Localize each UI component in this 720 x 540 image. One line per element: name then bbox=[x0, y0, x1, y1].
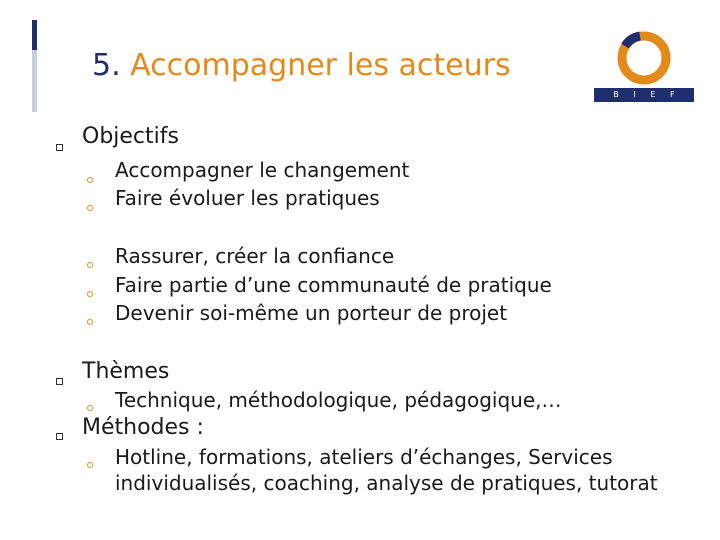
circle-bullet-icon bbox=[87, 177, 93, 183]
list-item: Faire évoluer les pratiques bbox=[115, 186, 380, 210]
accent-bar-light bbox=[32, 50, 37, 112]
list-item: Hotline, formations, ateliers d’échanges, Services bbox=[115, 445, 613, 469]
circle-bullet-icon bbox=[87, 319, 93, 325]
circle-bullet-icon bbox=[87, 205, 93, 211]
title-text: Accompagner les acteurs bbox=[130, 48, 511, 83]
logo-wordmark bbox=[594, 88, 694, 102]
section-methodes: Méthodes : bbox=[82, 415, 204, 440]
circle-bullet-icon bbox=[87, 291, 93, 297]
list-item: Devenir soi-même un porteur de projet bbox=[115, 301, 508, 325]
section-objectifs: Objectifs bbox=[82, 124, 179, 149]
section-themes: Thèmes bbox=[82, 359, 170, 384]
logo-letter: I bbox=[633, 90, 636, 99]
circle-bullet-icon bbox=[87, 462, 93, 468]
bief-logo bbox=[594, 26, 694, 102]
list-item: Technique, méthodologique, pédagogique,… bbox=[115, 388, 562, 412]
logo-letter: E bbox=[650, 90, 656, 99]
ring-icon bbox=[594, 26, 694, 88]
square-bullet-icon bbox=[56, 144, 63, 151]
list-item: Rassurer, créer la confiance bbox=[115, 244, 395, 268]
circle-bullet-icon bbox=[87, 262, 93, 268]
square-bullet-icon bbox=[56, 433, 63, 440]
slide-title bbox=[92, 46, 511, 86]
list-item-continuation: individualisés, coaching, analyse de pratiques, tutorat bbox=[115, 471, 658, 495]
logo-letter: F bbox=[670, 90, 675, 99]
circle-bullet-icon bbox=[87, 405, 93, 411]
list-item: Faire partie d’une communauté de pratique bbox=[115, 273, 552, 297]
logo-letter: B bbox=[613, 90, 619, 99]
list-item: Accompagner le changement bbox=[115, 158, 410, 182]
accent-bar-dark bbox=[32, 20, 37, 50]
title-number: 5. bbox=[92, 48, 121, 83]
square-bullet-icon bbox=[56, 378, 63, 385]
